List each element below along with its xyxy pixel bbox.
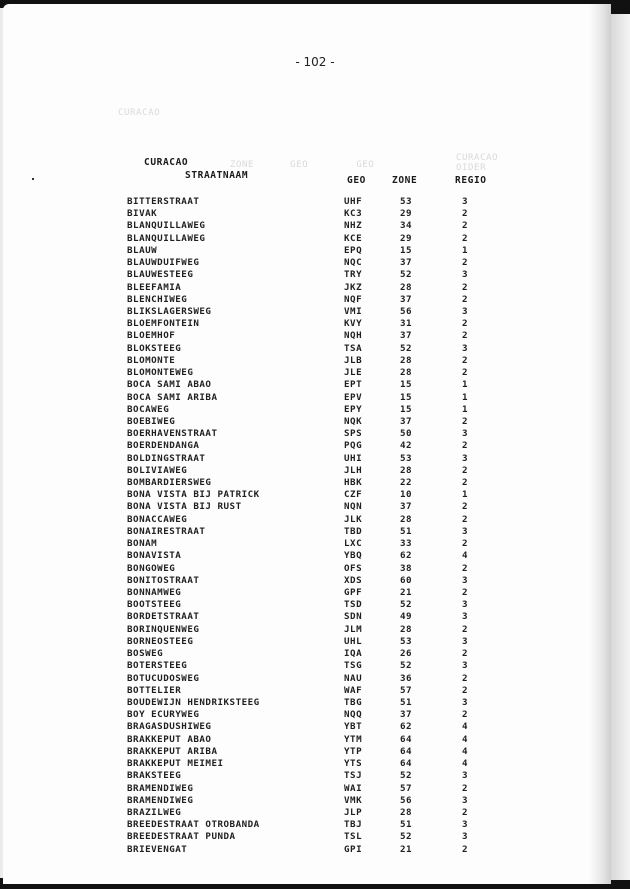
zone-number: 29 bbox=[400, 232, 413, 244]
regio-number: 3 bbox=[462, 831, 469, 843]
regio-number: 2 bbox=[462, 587, 469, 598]
regio-number: 2 bbox=[462, 623, 469, 635]
regio-number: 3 bbox=[462, 525, 469, 537]
zone-number: 22 bbox=[400, 477, 413, 489]
street-name: BITTERSTRAAT bbox=[127, 196, 200, 207]
zone-number: 53 bbox=[400, 452, 413, 464]
regio-number: 2 bbox=[462, 281, 469, 293]
street-name: BLEEFAMIA bbox=[127, 281, 182, 293]
bleed-through: CURACAO bbox=[456, 153, 499, 163]
regio-number: 2 bbox=[462, 843, 469, 855]
geo-code: NQH bbox=[344, 330, 363, 342]
region-title: CURACAO bbox=[144, 157, 189, 168]
street-name: BRAGASDUSHIWEG bbox=[127, 721, 212, 733]
zone-number: 28 bbox=[400, 623, 413, 635]
regio-number: 1 bbox=[462, 403, 469, 415]
table-row bbox=[0, 257, 630, 269]
zone-number: 42 bbox=[400, 440, 413, 452]
street-name: BOUDEWIJN HENDRIKSTEEG bbox=[127, 696, 260, 708]
zone-number: 64 bbox=[400, 733, 413, 745]
table-row bbox=[0, 734, 630, 746]
table-row bbox=[0, 538, 630, 550]
geo-code: SDN bbox=[344, 611, 363, 623]
table-row bbox=[0, 587, 630, 599]
table-row bbox=[0, 379, 630, 391]
street-table bbox=[0, 196, 630, 856]
regio-number: 3 bbox=[462, 269, 469, 281]
street-name: BREEDESTRAAT PUNDA bbox=[127, 831, 236, 843]
zone-number: 50 bbox=[400, 428, 413, 440]
regio-number: 2 bbox=[462, 330, 469, 342]
zone-number: 57 bbox=[400, 782, 413, 794]
zone-number: 15 bbox=[400, 244, 413, 256]
zone-number: 53 bbox=[400, 196, 413, 207]
regio-number: 3 bbox=[462, 819, 469, 831]
zone-number: 52 bbox=[400, 342, 413, 354]
street-name: BOERHAVENSTRAAT bbox=[127, 428, 218, 440]
table-row bbox=[0, 416, 630, 428]
column-header-zone: ZONE bbox=[392, 175, 418, 186]
zone-number: 52 bbox=[400, 269, 413, 281]
table-row bbox=[0, 343, 630, 355]
geo-code: OFS bbox=[344, 562, 363, 574]
table-row bbox=[0, 318, 630, 330]
geo-code: PQG bbox=[344, 440, 363, 452]
geo-code: TRY bbox=[344, 269, 363, 281]
zone-number: 33 bbox=[400, 538, 413, 550]
geo-code: JLM bbox=[344, 623, 363, 635]
regio-number: 2 bbox=[462, 415, 469, 427]
zone-number: 56 bbox=[400, 794, 413, 806]
street-name: BRAKKEPUT MEIMEI bbox=[127, 758, 224, 770]
geo-code: CZF bbox=[344, 489, 363, 501]
geo-code: KVY bbox=[344, 318, 363, 330]
regio-number: 2 bbox=[462, 782, 469, 794]
table-row bbox=[0, 392, 630, 404]
table-row bbox=[0, 489, 630, 501]
regio-number: 4 bbox=[462, 745, 469, 757]
table-row bbox=[0, 611, 630, 623]
regio-number: 3 bbox=[462, 599, 469, 611]
street-name: BLAUWDUIFWEG bbox=[127, 257, 200, 269]
geo-code: WAF bbox=[344, 684, 363, 696]
regio-number: 1 bbox=[462, 489, 469, 501]
regio-number: 2 bbox=[462, 232, 469, 244]
regio-number: 2 bbox=[462, 293, 469, 305]
street-name: BOOTSTEEG bbox=[127, 599, 182, 611]
geo-code: NQF bbox=[344, 293, 363, 305]
table-row bbox=[0, 685, 630, 697]
regio-number: 2 bbox=[462, 684, 469, 696]
zone-number: 51 bbox=[400, 696, 413, 708]
geo-code: YTS bbox=[344, 758, 363, 770]
regio-number: 2 bbox=[462, 318, 469, 330]
table-row bbox=[0, 428, 630, 440]
geo-code: GPI bbox=[344, 843, 363, 855]
regio-number: 1 bbox=[462, 244, 469, 256]
geo-code: YTM bbox=[344, 733, 363, 745]
table-row bbox=[0, 196, 630, 208]
zone-number: 15 bbox=[400, 379, 413, 391]
geo-code: YBT bbox=[344, 721, 363, 733]
regio-number: 2 bbox=[462, 513, 469, 525]
street-name: BLENCHIWEG bbox=[127, 293, 188, 305]
table-row bbox=[0, 355, 630, 367]
street-name: BOTTELIER bbox=[127, 684, 182, 696]
geo-code: TSA bbox=[344, 342, 363, 354]
street-name: BRAKKEPUT ARIBA bbox=[127, 745, 218, 757]
zone-number: 29 bbox=[400, 208, 413, 220]
regio-number: 3 bbox=[462, 660, 469, 672]
zone-number: 26 bbox=[400, 648, 413, 660]
column-header-regio: REGIO bbox=[455, 175, 487, 186]
table-row bbox=[0, 673, 630, 685]
table-row bbox=[0, 648, 630, 660]
street-name: BLOMONTE bbox=[127, 354, 176, 366]
geo-code: EPY bbox=[344, 403, 363, 415]
table-row bbox=[0, 807, 630, 819]
zone-number: 28 bbox=[400, 354, 413, 366]
regio-number: 2 bbox=[462, 208, 469, 220]
regio-number: 2 bbox=[462, 648, 469, 660]
geo-code: YTP bbox=[344, 745, 363, 757]
regio-number: 2 bbox=[462, 538, 469, 550]
regio-number: 3 bbox=[462, 428, 469, 440]
street-name: BRAMENDIWEG bbox=[127, 794, 194, 806]
geo-code: TSL bbox=[344, 831, 363, 843]
table-row bbox=[0, 245, 630, 257]
street-name: BIVAK bbox=[127, 208, 158, 220]
zone-number: 15 bbox=[400, 403, 413, 415]
zone-number: 28 bbox=[400, 367, 413, 379]
column-header-geo: GEO bbox=[347, 175, 366, 186]
geo-code: LXC bbox=[344, 538, 363, 550]
zone-number: 62 bbox=[400, 721, 413, 733]
zone-number: 37 bbox=[400, 257, 413, 269]
table-row bbox=[0, 282, 630, 294]
street-name: BLOEMHOF bbox=[127, 330, 176, 342]
street-name: BONA VISTA BIJ PATRICK bbox=[127, 489, 260, 501]
geo-code: VMK bbox=[344, 794, 363, 806]
regio-number: 4 bbox=[462, 733, 469, 745]
table-row bbox=[0, 770, 630, 782]
regio-number: 2 bbox=[462, 562, 469, 574]
table-row bbox=[0, 783, 630, 795]
regio-number: 1 bbox=[462, 391, 469, 403]
street-name: BONITOSTRAAT bbox=[127, 574, 200, 586]
zone-number: 21 bbox=[400, 587, 413, 598]
table-row bbox=[0, 294, 630, 306]
zone-number: 52 bbox=[400, 599, 413, 611]
regio-number: 2 bbox=[462, 220, 469, 232]
table-row bbox=[0, 477, 630, 489]
regio-number: 4 bbox=[462, 758, 469, 770]
zone-number: 60 bbox=[400, 574, 413, 586]
geo-code: HBK bbox=[344, 477, 363, 489]
regio-number: 2 bbox=[462, 464, 469, 476]
table-row bbox=[0, 501, 630, 513]
geo-code: JLE bbox=[344, 367, 363, 379]
geo-code: GPF bbox=[344, 587, 363, 598]
street-name: BRAKSTEEG bbox=[127, 770, 182, 782]
zone-number: 37 bbox=[400, 293, 413, 305]
table-row bbox=[0, 208, 630, 220]
street-name: BOCAWEG bbox=[127, 403, 170, 415]
geo-code: WAI bbox=[344, 782, 363, 794]
regio-number: 3 bbox=[462, 196, 469, 207]
street-name: BRAZILWEG bbox=[127, 806, 182, 818]
street-name: BONAIRESTRAAT bbox=[127, 525, 206, 537]
zone-number: 31 bbox=[400, 318, 413, 330]
zone-number: 64 bbox=[400, 745, 413, 757]
regio-number: 3 bbox=[462, 305, 469, 317]
zone-number: 51 bbox=[400, 819, 413, 831]
regio-number: 2 bbox=[462, 709, 469, 721]
scan-speck bbox=[32, 178, 34, 180]
zone-number: 37 bbox=[400, 501, 413, 513]
zone-number: 21 bbox=[400, 843, 413, 855]
table-row bbox=[0, 844, 630, 856]
bleed-through: OIDER bbox=[456, 163, 487, 173]
street-name: BOLDINGSTRAAT bbox=[127, 452, 206, 464]
table-row bbox=[0, 795, 630, 807]
zone-number: 64 bbox=[400, 758, 413, 770]
street-name: BONAM bbox=[127, 538, 158, 550]
table-row bbox=[0, 746, 630, 758]
street-name: BONAVISTA bbox=[127, 550, 182, 562]
street-name: BOSWEG bbox=[127, 648, 164, 660]
geo-code: JKZ bbox=[344, 281, 363, 293]
table-row bbox=[0, 709, 630, 721]
regio-number: 1 bbox=[462, 379, 469, 391]
street-name: BOMBARDIERSWEG bbox=[127, 477, 212, 489]
geo-code: UHL bbox=[344, 635, 363, 647]
geo-code: UHI bbox=[344, 452, 363, 464]
table-row bbox=[0, 269, 630, 281]
regio-number: 2 bbox=[462, 367, 469, 379]
regio-number: 3 bbox=[462, 611, 469, 623]
regio-number: 2 bbox=[462, 501, 469, 513]
zone-number: 28 bbox=[400, 281, 413, 293]
geo-code: UHF bbox=[344, 196, 363, 207]
zone-number: 15 bbox=[400, 391, 413, 403]
geo-code: NHZ bbox=[344, 220, 363, 232]
column-header-street: STRAATNAAM bbox=[185, 170, 249, 181]
street-name: BLIKSLAGERSWEG bbox=[127, 305, 212, 317]
geo-code: TSG bbox=[344, 660, 363, 672]
geo-code: EPV bbox=[344, 391, 363, 403]
street-name: BONACCAWEG bbox=[127, 513, 188, 525]
table-row bbox=[0, 404, 630, 416]
zone-number: 51 bbox=[400, 525, 413, 537]
street-name: BOERDENDANGA bbox=[127, 440, 200, 452]
table-row bbox=[0, 550, 630, 562]
geo-code: YBQ bbox=[344, 550, 363, 562]
geo-code: XDS bbox=[344, 574, 363, 586]
table-row bbox=[0, 819, 630, 831]
zone-number: 28 bbox=[400, 513, 413, 525]
table-row bbox=[0, 721, 630, 733]
table-row bbox=[0, 465, 630, 477]
regio-number: 3 bbox=[462, 794, 469, 806]
table-row bbox=[0, 330, 630, 342]
geo-code: SPS bbox=[344, 428, 363, 440]
table-row bbox=[0, 831, 630, 843]
geo-code: JLH bbox=[344, 464, 363, 476]
table-row bbox=[0, 624, 630, 636]
street-name: BLOMONTEWEG bbox=[127, 367, 194, 379]
zone-number: 28 bbox=[400, 464, 413, 476]
geo-code: VMI bbox=[344, 305, 363, 317]
regio-number: 3 bbox=[462, 635, 469, 647]
street-name: BRAKKEPUT ABAO bbox=[127, 733, 212, 745]
regio-number: 3 bbox=[462, 342, 469, 354]
geo-code: JLP bbox=[344, 806, 363, 818]
zone-number: 10 bbox=[400, 489, 413, 501]
geo-code: IQA bbox=[344, 648, 363, 660]
geo-code: TSJ bbox=[344, 770, 363, 782]
regio-number: 2 bbox=[462, 257, 469, 269]
street-name: BONA VISTA BIJ RUST bbox=[127, 501, 242, 513]
street-name: BORNEOSTEEG bbox=[127, 635, 194, 647]
table-row bbox=[0, 599, 630, 611]
table-row bbox=[0, 758, 630, 770]
geo-code: KC3 bbox=[344, 208, 363, 220]
street-name: BOEBIWEG bbox=[127, 415, 176, 427]
zone-number: 37 bbox=[400, 415, 413, 427]
street-name: BLANQUILLAWEG bbox=[127, 232, 206, 244]
regio-number: 3 bbox=[462, 770, 469, 782]
geo-code: NQN bbox=[344, 501, 363, 513]
geo-code: TBG bbox=[344, 696, 363, 708]
street-name: BLAUW bbox=[127, 244, 158, 256]
table-row bbox=[0, 233, 630, 245]
table-row bbox=[0, 563, 630, 575]
geo-code: NAU bbox=[344, 672, 363, 684]
street-name: BRIEVENGAT bbox=[127, 843, 188, 855]
zone-number: 37 bbox=[400, 709, 413, 721]
geo-code: EPQ bbox=[344, 244, 363, 256]
zone-number: 62 bbox=[400, 550, 413, 562]
table-row bbox=[0, 440, 630, 452]
regio-number: 3 bbox=[462, 574, 469, 586]
street-name: BRAMENDIWEG bbox=[127, 782, 194, 794]
street-name: BOLIVIAWEG bbox=[127, 464, 188, 476]
street-name: BOTERSTEEG bbox=[127, 660, 188, 672]
street-name: BLOKSTEEG bbox=[127, 342, 182, 354]
zone-number: 28 bbox=[400, 806, 413, 818]
table-row bbox=[0, 660, 630, 672]
zone-number: 52 bbox=[400, 831, 413, 843]
regio-number: 3 bbox=[462, 696, 469, 708]
street-name: BONGOWEG bbox=[127, 562, 176, 574]
geo-code: JLB bbox=[344, 354, 363, 366]
street-name: BOCA SAMI ABAO bbox=[127, 379, 212, 391]
table-row bbox=[0, 367, 630, 379]
regio-number: 4 bbox=[462, 550, 469, 562]
regio-number: 2 bbox=[462, 477, 469, 489]
street-name: BLANQUILLAWEG bbox=[127, 220, 206, 232]
table-row bbox=[0, 306, 630, 318]
table-row bbox=[0, 575, 630, 587]
geo-code: TBD bbox=[344, 525, 363, 537]
table-row bbox=[0, 220, 630, 232]
zone-number: 53 bbox=[400, 635, 413, 647]
zone-number: 52 bbox=[400, 660, 413, 672]
street-name: BLAUWESTEEG bbox=[127, 269, 194, 281]
table-row bbox=[0, 514, 630, 526]
table-row bbox=[0, 636, 630, 648]
geo-code: NQC bbox=[344, 257, 363, 269]
geo-code: JLK bbox=[344, 513, 363, 525]
zone-number: 57 bbox=[400, 684, 413, 696]
regio-number: 2 bbox=[462, 354, 469, 366]
geo-code: NQQ bbox=[344, 709, 363, 721]
street-name: BONNAMWEG bbox=[127, 587, 182, 598]
bleed-through: CURACAO bbox=[118, 108, 161, 118]
street-name: BORDETSTRAAT bbox=[127, 611, 200, 623]
zone-number: 38 bbox=[400, 562, 413, 574]
regio-number: 4 bbox=[462, 721, 469, 733]
street-name: BOTUCUDOSWEG bbox=[127, 672, 200, 684]
page-number: - 102 - bbox=[295, 55, 335, 69]
geo-code: EPT bbox=[344, 379, 363, 391]
bleed-through: ZONE GEO GEO bbox=[230, 160, 375, 170]
zone-number: 56 bbox=[400, 305, 413, 317]
zone-number: 34 bbox=[400, 220, 413, 232]
geo-code: TBJ bbox=[344, 819, 363, 831]
street-name: BLOEMFONTEIN bbox=[127, 318, 200, 330]
street-name: BOY ECURYWEG bbox=[127, 709, 200, 721]
street-name: BOCA SAMI ARIBA bbox=[127, 391, 218, 403]
regio-number: 2 bbox=[462, 440, 469, 452]
geo-code: KCE bbox=[344, 232, 363, 244]
street-name: BORINQUENWEG bbox=[127, 623, 200, 635]
zone-number: 52 bbox=[400, 770, 413, 782]
regio-number: 3 bbox=[462, 452, 469, 464]
geo-code: TSD bbox=[344, 599, 363, 611]
zone-number: 36 bbox=[400, 672, 413, 684]
zone-number: 49 bbox=[400, 611, 413, 623]
table-row bbox=[0, 526, 630, 538]
table-row bbox=[0, 453, 630, 465]
zone-number: 37 bbox=[400, 330, 413, 342]
regio-number: 2 bbox=[462, 806, 469, 818]
geo-code: NQK bbox=[344, 415, 363, 427]
street-name: BREEDESTRAAT OTROBANDA bbox=[127, 819, 260, 831]
table-row bbox=[0, 697, 630, 709]
regio-number: 2 bbox=[462, 672, 469, 684]
